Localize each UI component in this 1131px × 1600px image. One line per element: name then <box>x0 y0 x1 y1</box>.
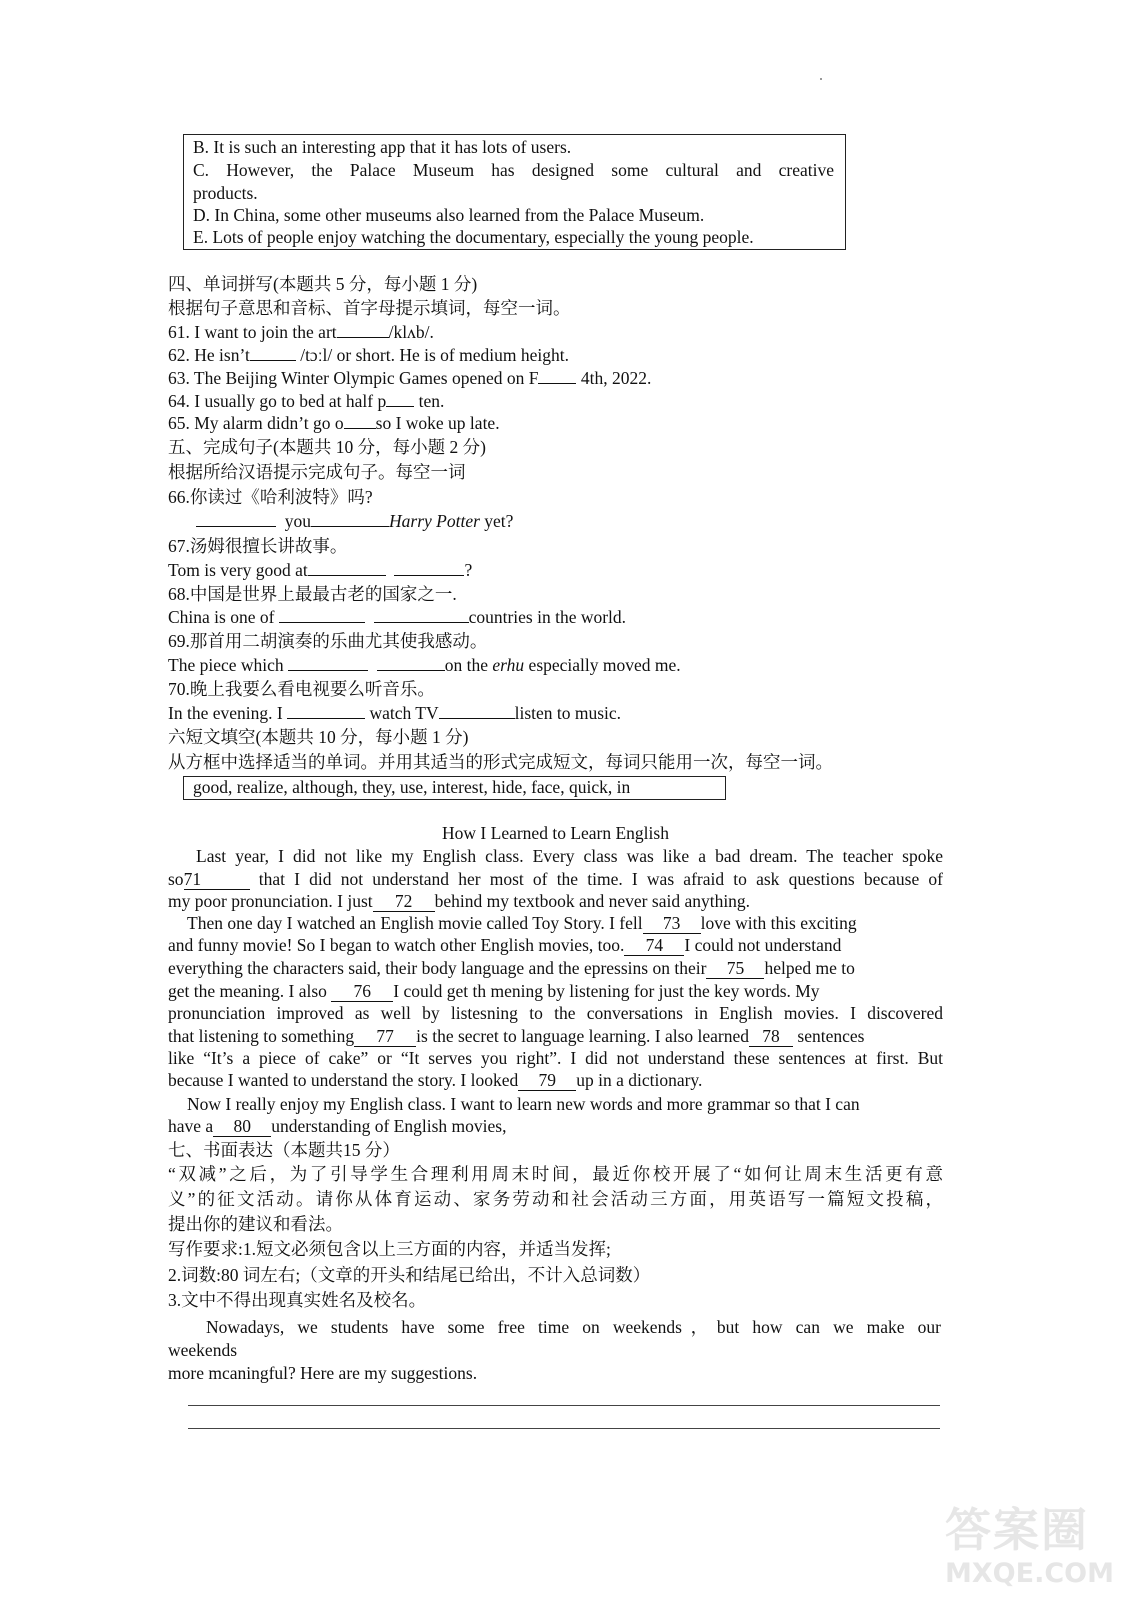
speck <box>820 78 822 80</box>
blank-62[interactable] <box>250 360 296 361</box>
essay-start-line1: Nowadays, we students have some free time on weekends，but how can we make our <box>206 1317 941 1337</box>
word-box-text: good, realize, although, they, use, interest, hide, face, quick, in <box>193 777 631 797</box>
essay-start-line2: weekends <box>168 1340 238 1360</box>
blank-64[interactable] <box>386 406 414 407</box>
option-d: D. In China, some other museums also learned from the Palace Museum. <box>193 205 705 225</box>
blank-75[interactable]: 75 <box>706 959 764 979</box>
passage-p2-line1: Then one day I watched an English movie called Toy Story. I fell 73 love with this exciting <box>187 913 857 933</box>
passage-p2-line7: like “It’s a piece of cake” or “It serves you right”. I did not understand these sentences at first. But <box>168 1048 943 1068</box>
passage-p1-line1: Last year, I did not like my English class. Every class was like a bad dream. The teacher spoke <box>196 846 943 866</box>
question-66: you Harry Potter yet? <box>168 510 943 533</box>
question-64: 64. I usually go to bed at half p ten. <box>168 391 445 411</box>
question-61: 61. I want to join the art /klʌb/. <box>168 322 434 342</box>
essay-start-line3: more mcaningful? Here are my suggestions. <box>168 1363 478 1383</box>
passage-p3-line2: have a 80 understanding of English movies, <box>168 1116 507 1136</box>
blank-69b[interactable] <box>377 670 445 671</box>
blank-71[interactable]: 71 <box>184 870 250 890</box>
section7-prompt-line2: 义”的征文活动。请你从体育运动、家务劳动和社会活动三方面，用英语写一篇短文投稿， <box>168 1189 943 1209</box>
writing-requirement-3: 3.文中不得出现真实姓名及校名。 <box>168 1290 427 1310</box>
blank-61[interactable] <box>337 337 389 338</box>
passage-p2-line8: because I wanted to understand the story. I looked 79 up in a dictionary. <box>168 1070 703 1090</box>
section7-prompt-line1: “双减”之后，为了引导学生合理利用周末时间，最近你校开展了“如何让周末生活更有意 <box>168 1164 943 1184</box>
section4-instructions: 根据句子意思和音标、首字母提示填词，每空一词。 <box>168 298 571 318</box>
blank-70a[interactable] <box>287 718 365 719</box>
passage-p2-line5: pronunciation improved as well by listesning to the conversations in English movies. I discovered <box>168 1003 943 1023</box>
blank-65[interactable] <box>344 428 376 429</box>
passage-p2-line4: get the meaning. I also 76 I could get th mening by listening for just the key words. My <box>168 981 820 1001</box>
blank-67b[interactable] <box>394 575 464 576</box>
section6-instructions: 从方框中选择适当的单词。并用其适当的形式完成短文，每词只能用一次，每空一词。 <box>168 752 833 772</box>
blank-73[interactable]: 73 <box>643 914 701 934</box>
passage-p3-line1: Now I really enjoy my English class. I want to learn new words and more grammar so that I can <box>187 1094 860 1114</box>
question-68: China is one of countries in the world. <box>168 607 627 627</box>
passage-p2-line2: and funny movie! So I began to watch other English movies, too. 74 I could not understand <box>168 935 842 955</box>
blank-63[interactable] <box>538 383 576 384</box>
watermark-bottom-text: MXQE.COM <box>945 1558 1114 1589</box>
blank-67a[interactable] <box>308 575 386 576</box>
section5-instructions: 根据所给汉语提示完成句子。每空一词 <box>168 462 466 482</box>
question-69-chinese: 69.那首用二胡演奏的乐曲尤其使我感动。 <box>168 631 488 651</box>
watermark-logo <box>945 1500 1117 1590</box>
blank-66b[interactable] <box>311 526 389 527</box>
question-62: 62. He isn’t /tɔːl/ or short. He is of medium height. <box>168 345 569 365</box>
question-63: 63. The Beijing Winter Olympic Games opened on F 4th, 2022. <box>168 368 652 388</box>
section7-prompt-line3: 提出你的建议和看法。 <box>168 1214 343 1234</box>
blank-78[interactable]: 78 <box>749 1027 793 1047</box>
blank-68b[interactable] <box>374 622 469 623</box>
question-67-chinese: 67.汤姆很擅长讲故事。 <box>168 536 348 556</box>
section7-title: 七、书面表达（本题共15 分） <box>168 1140 400 1160</box>
blank-76[interactable]: 76 <box>331 982 393 1002</box>
question-65: 65. My alarm didn’t go o so I woke up late. <box>168 413 500 433</box>
question-67: Tom is very good at ? <box>168 560 473 580</box>
blank-70b[interactable] <box>439 718 515 719</box>
blank-74[interactable]: 74 <box>624 936 684 956</box>
question-70-chinese: 70.晚上我要么看电视要么听音乐。 <box>168 679 435 699</box>
option-c-line2: products. <box>193 183 258 203</box>
option-e: E. Lots of people enjoy watching the documentary, especially the young people. <box>193 227 754 247</box>
watermark-top-text: 答案圈 <box>945 1503 1089 1557</box>
blank-77[interactable]: 77 <box>354 1027 416 1047</box>
blank-68a[interactable] <box>279 622 365 623</box>
writing-line-2[interactable] <box>188 1428 940 1429</box>
section4-title: 四、单词拼写(本题共 5 分，每小题 1 分) <box>168 274 478 294</box>
section6-title: 六短文填空(本题共 10 分，每小题 1 分) <box>168 727 469 747</box>
writing-line-1[interactable] <box>188 1405 940 1406</box>
question-66-chinese: 66.你读过《哈利波特》吗? <box>168 487 373 507</box>
passage-p1-line3: my poor pronunciation. I just 72 behind my textbook and never said anything. <box>168 891 751 911</box>
writing-requirement-2: 2.词数:80 词左右;（文章的开头和结尾已给出，不计入总词数） <box>168 1265 651 1285</box>
question-70: In the evening. I watch TV listen to music. <box>168 703 622 723</box>
blank-79[interactable]: 79 <box>518 1071 576 1091</box>
blank-80[interactable]: 80 <box>213 1117 271 1137</box>
blank-69a[interactable] <box>288 670 368 671</box>
blank-66a[interactable] <box>196 526 276 527</box>
passage-title: How I Learned to Learn English <box>442 823 669 843</box>
word-box <box>183 776 726 800</box>
option-b: B. It is such an interesting app that it has lots of users. <box>193 137 572 157</box>
option-c-line1: C. However, the Palace Museum has designed some cultural and creative <box>193 160 834 180</box>
question-68-chinese: 68.中国是世界上最最古老的国家之一. <box>168 584 457 604</box>
passage-p1-line2: so71 that I did not understand her most of the time. I was afraid to ask questions because of <box>168 869 943 889</box>
passage-p2-line6: that listening to something 77 is the secret to language learning. I also learned 78 sentences <box>168 1026 865 1046</box>
question-69: The piece which on the erhu especially moved me. <box>168 655 681 675</box>
options-box <box>183 134 846 250</box>
writing-requirement-1: 写作要求:1.短文必须包含以上三方面的内容，并适当发挥; <box>168 1239 611 1259</box>
section5-title: 五、完成句子(本题共 10 分，每小题 2 分) <box>168 437 486 457</box>
blank-72[interactable]: 72 <box>373 892 435 912</box>
passage-p2-line3: everything the characters said, their body language and the epressins on their 75 helped me to <box>168 958 855 978</box>
